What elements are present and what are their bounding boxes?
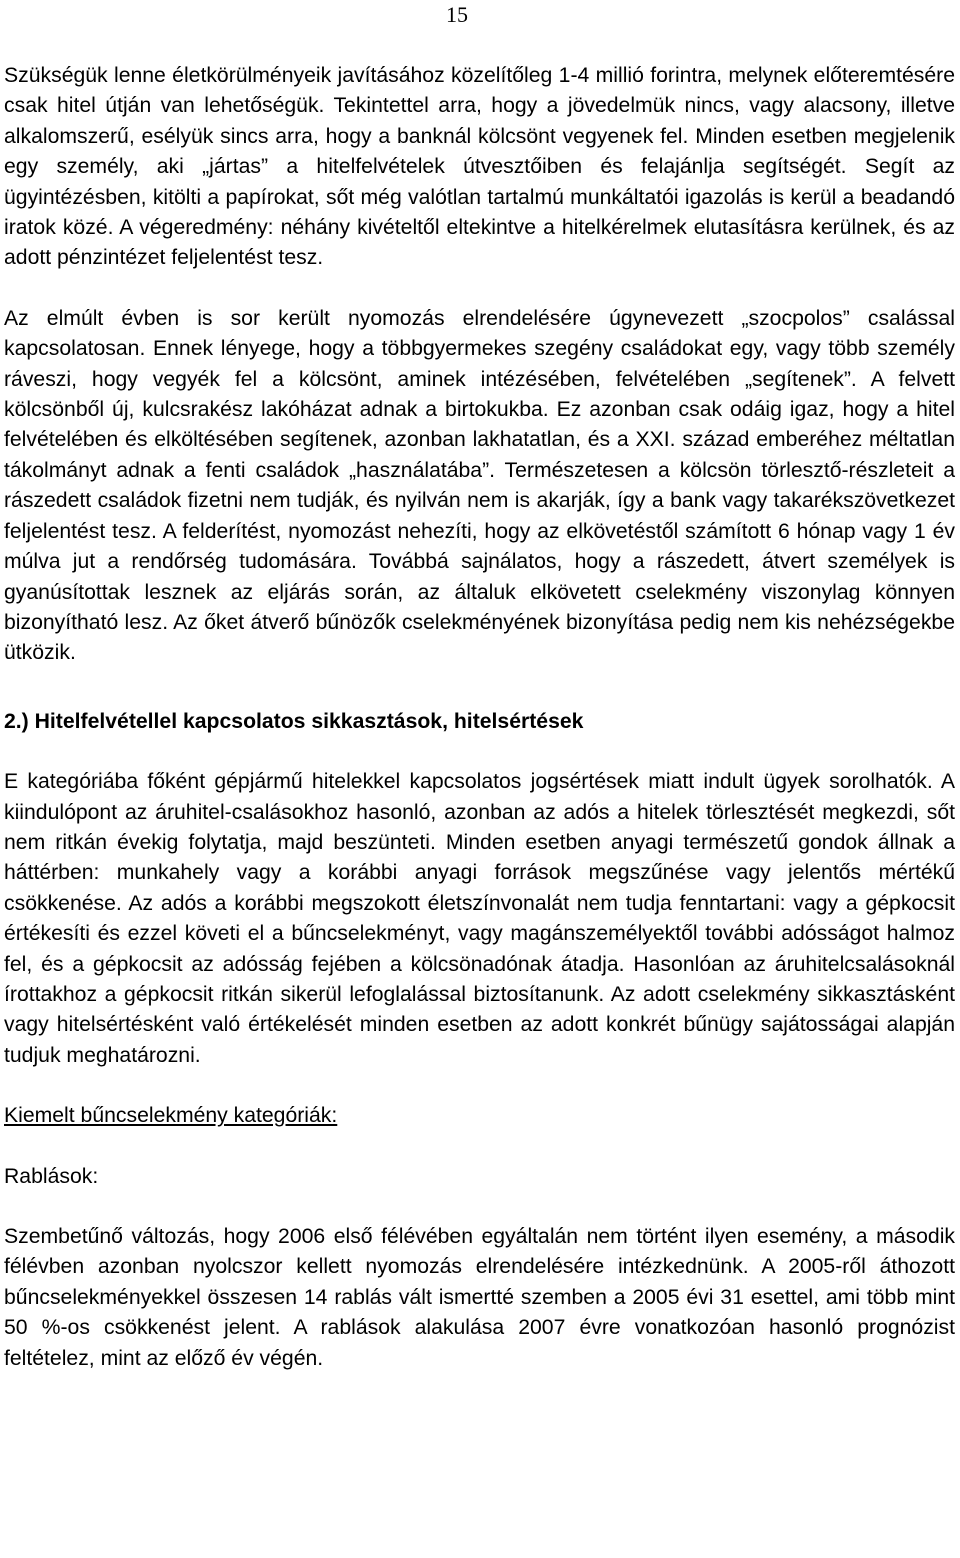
section-heading: 2.) Hitelfelvétellel kapcsolatos sikkasztások, hitelsértések bbox=[4, 709, 584, 733]
paragraph-robbery-statistics: Szembetűnő változás, hogy 2006 első félévében egyáltalán nem történt ilyen esemény, a második félévben azonban nyolcszor kellett nyomozás elrendelésére intézkednünk. A 2005-ről áthozott bűncselekményekkel összesen 14 rablás vált ismertté szemben a 2005 évi 31 esettel, ami több mint 50 %-os csökkenést jelent. A rablások alakulása 2007 évre vonatkozóan hasonló prognózist feltételez, mint az előző év végén. bbox=[4, 1225, 955, 1370]
paragraph-vehicle-loans: E kategóriába főként gépjármű hitelekkel kapcsolatos jogsértések miatt indult ügyek sorolhatók. A kiindulópont az áruhitel-csalásokhoz hasonló, azonban az adós a hitelek törlesztését megkezdi, sőt nem ritkán évekig folytatja, majd beszünteti. Minden esetben anyagi természetű gondok állnak a háttérben: munkahely vagy a korábbi anyagi források megszűnése vagy jelentős mértékű csökkenése. Az adós a korábbi megszokott életszínvonalát nem tudja fenntartani: vagy a gépkocsit értékesíti és ezzel követi el a bűncselekményt, vagy magánszemélyektől további adósságot halmoz fel, és a gépkocsit az adósság fejében a kölcsönadónak átadja. Hasonlóan az áruhitelcsalásoknál írottakhoz a gépkocsit ritkán sikerül lefoglalással biztosítanunk. Az adott cselekmény sikkasztásként vagy hitelsértésként való értékelését minden esetben az adott konkrét bűnügy sajátosságai alapján tudjuk meghatározni. bbox=[4, 770, 955, 1067]
paragraph-loan-needs: Szükségük lenne életkörülményeik javításához közelítőleg 1-4 millió forintra, melynek előteremtésére csak hitel útján van lehetőségük. Tekintettel arra, hogy a jövedelmük nincs, vagy alacsony, illetve alkalomszerű, esélyük sincs arra, hogy a banknál kölcsönt vegyenek fel. Minden esetben megjelenik egy személy, aki „jártas” a hitelfelvételek útvesztőiben és felajánlja segítségét. Segít az ügyintézésben, kitölti a papírokat, sőt még valótlan tartalmú munkáltatói igazolás is kerül a beadandó iratok közé. A végeredmény: néhány kivételtől eltekintve a hitelkérelmek elutasításra kerülnek, és az adott pénzintézet feljelentést tesz. bbox=[4, 64, 955, 270]
subheading-key-crime-categories: Kiemelt bűncselekmény kategóriák: bbox=[4, 1104, 338, 1128]
paragraph-szocpol-fraud: Az elmúlt évben is sor került nyomozás elrendelésére úgynevezett „szocpolos” csalással kapcsolatosan. Ennek lényege, hogy a többgyermekes szegény családokat egy, vagy több személy ráveszi, hogy vegyék fel a kölcsönt, aminek intézésében, felvételében „segítenek”. A felvett kölcsönből új, kulcsrakész lakóházat adnak a birtokukba. Ez azonban csak odáig igaz, hogy a hitel felvételében és elköltésében segítenek, azonban lakhatatlan, és a XXI. század emberéhez méltatlan tákolmányt adnak a fenti családok „használatába”. Természetesen a kölcsön törlesztő-részleteit a rászedett családok fizetni nem tudják, és nyilván nem is akarják, így a bank vagy takarékszövetkezet feljelentést tesz. A felderítést, nyomozást nehezíti, hogy az elkövetéstől számított 6 hónap vagy 1 év múlva jut a rendőrség tudomására. Továbbá sajnálatos, hogy a rászedett, átvert személyek is gyanúsítottak lesznek az eljárás során, az általuk elkövetett cselekmény viszonylag könnyen bizonyítható lesz. Az őket átverő bűnözők cselekményének bizonyítása pedig nem kis nehézségekbe ütközik. bbox=[4, 306, 955, 665]
page-number: 15 bbox=[446, 2, 468, 27]
document-body bbox=[4, 61, 955, 1374]
subheading-robberies: Rablások: bbox=[4, 1164, 99, 1188]
